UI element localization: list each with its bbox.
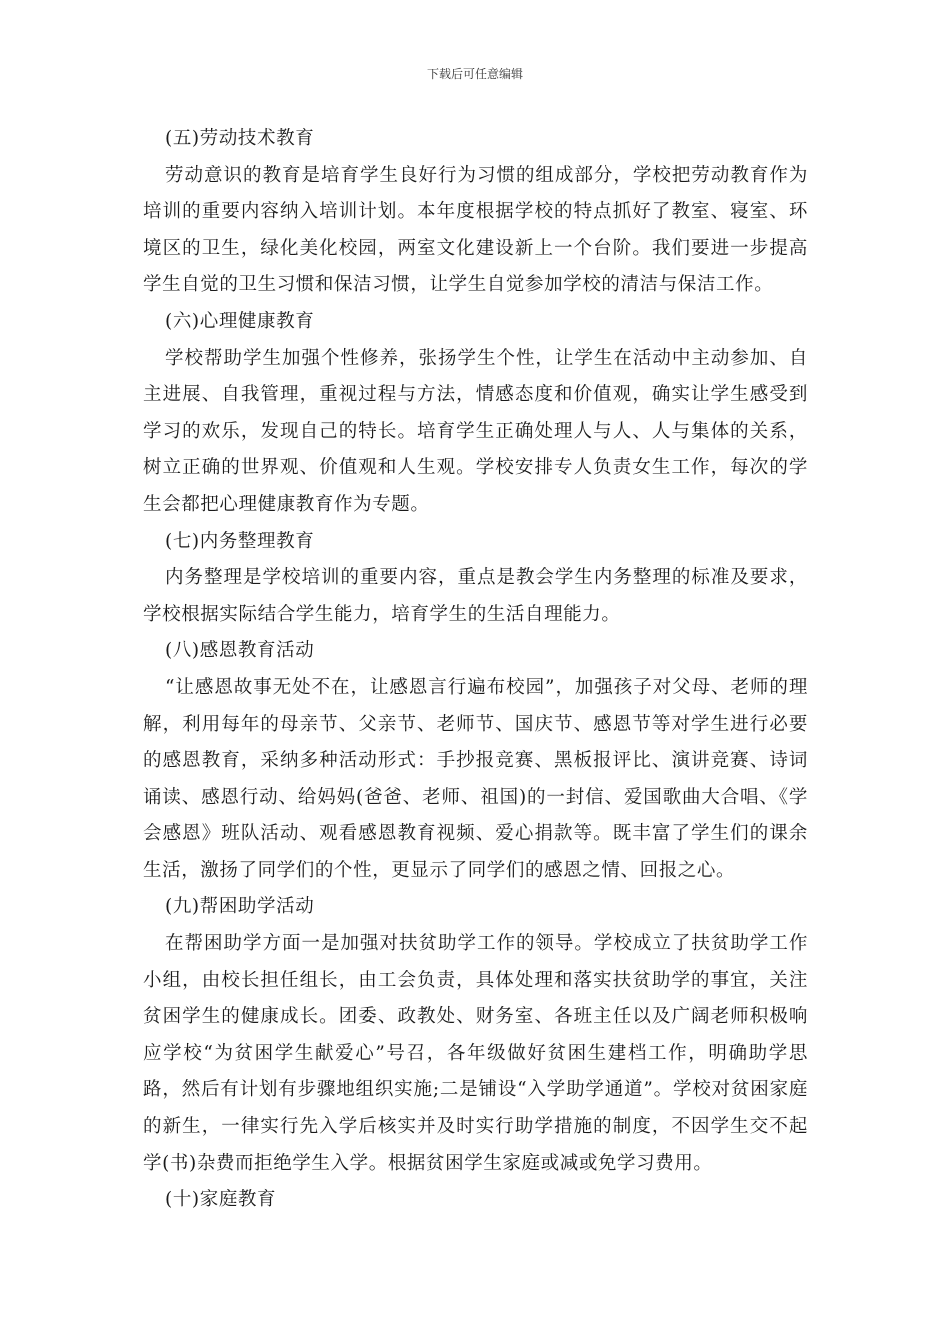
section-heading-mental-health: (六)心理健康教育: [165, 310, 315, 332]
section-heading-family: (十)家庭教育: [165, 1189, 277, 1211]
paragraph-mental-health: 学校帮助学生加强个性修养，张扬学生个性，让学生在活动中主动参加、自主进展、自我管理，重视过程与方法，情感态度和价值观，确实让学生感受到学习的欢乐，发现自己的特长。培育学生正确处理人与人、人与集体的关系，树立正确的世界观、价值观和人生观。学校安排专人负责女生工作，每次的学生会都把心理健康教育作为专题。: [143, 347, 808, 515]
document-body: [143, 121, 808, 1219]
page-header: 下载后可任意编辑: [426, 67, 523, 81]
paragraph-gratitude: “让感恩故事无处不在，让感恩言行遍布校园”，加强孩子对父母、老师的理解，利用每年的母亲节、父亲节、老师节、国庆节、感恩节等对学生进行必要的感恩教育，采纳多种活动形式：手抄报竞赛、黑板报评比、演讲竞赛、诗词诵读、感恩行动、给妈妈(爸爸、老师、祖国)的一封信、爱国歌曲大合唱、《学会感恩》班队活动、观看感恩教育视频、爱心捐款等。既丰富了学生们的课余生活，激扬了同学们的个性，更显示了同学们的感恩之情、回报之心。: [143, 676, 808, 881]
section-heading-gratitude: (八)感恩教育活动: [165, 640, 315, 662]
paragraph-poverty-aid: 在帮困助学方面一是加强对扶贫助学工作的领导。学校成立了扶贫助学工作小组，由校长担任组长，由工会负责，具体处理和落实扶贫助学的事宜，关注贫困学生的健康成长。团委、政教处、财务室、各班主任以及广阔老师积极响应学校“为贫困学生献爱心”号召，各年级做好贫困生建档工作，明确助学思路，然后有计划有步骤地组织实施;二是铺设“入学助学通道”。学校对贫困家庭的新生，一律实行先入学后核实并及时实行助学措施的制度，不因学生交不起学(书)杂费而拒绝学生入学。根据贫困学生家庭或减或免学习费用。: [143, 933, 808, 1174]
paragraph-housekeeping: 内务整理是学校培训的重要内容，重点是教会学生内务整理的标准及要求，学校根据实际结合学生能力，培育学生的生活自理能力。: [143, 567, 808, 625]
section-heading-poverty-aid: (九)帮困助学活动: [165, 896, 315, 918]
section-heading-labor: (五)劳动技术教育: [165, 128, 315, 149]
paragraph-labor: 劳动意识的教育是培育学生良好行为习惯的组成部分，学校把劳动教育作为培训的重要内容纳入培训计划。本年度根据学校的特点抓好了教室、寝室、环境区的卫生，绿化美化校园，两室文化建设新上一个台阶。我们要进一步提高学生自觉的卫生习惯和保洁习惯，让学生自觉参加学校的清洁与保洁工作。: [143, 164, 808, 296]
section-heading-housekeeping: (七)内务整理教育: [165, 530, 315, 552]
